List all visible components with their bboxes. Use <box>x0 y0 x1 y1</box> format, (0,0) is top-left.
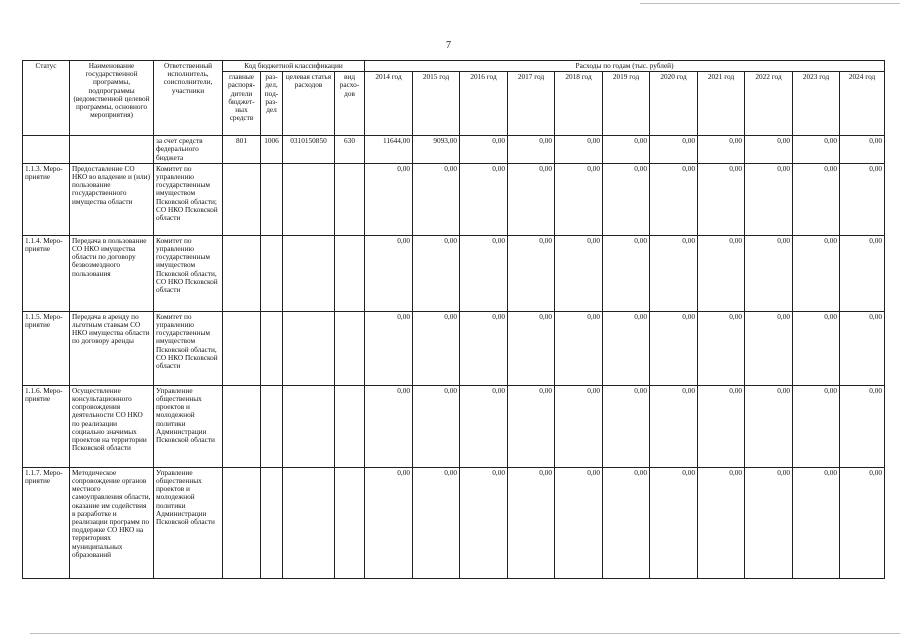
cell-responsible: Комитет по управлению государственным имуществом Псковской области; СО НКО Псковской области <box>154 163 223 235</box>
table-row <box>23 163 885 235</box>
cell-responsible: Управление общественных проектов и молодежной политики Администрации Псковской области <box>154 385 223 467</box>
header-status: Статус <box>23 61 70 136</box>
cell-csr <box>283 235 335 311</box>
header-vr: вид расхо-дов <box>335 72 365 136</box>
cell-vr <box>335 385 365 467</box>
header-year: 2022 год <box>745 72 793 136</box>
cell-value: 0,00 <box>840 311 885 385</box>
header-year: 2023 год <box>793 72 840 136</box>
cell-responsible: Управление общественных проектов и молодежной политики Администрации Псковской области <box>154 467 223 578</box>
cell-name: Методическое сопровождение органов местного самоуправления области, оказание им содействия в разработке и реализации программ по поддержке СО НКО на территориях муниципальных образований <box>70 467 154 578</box>
cell-grbs <box>223 467 261 578</box>
cell-value: 0,00 <box>508 136 555 164</box>
cell-value: 0,00 <box>650 136 698 164</box>
cell-value: 0,00 <box>508 467 555 578</box>
cell-value: 0,00 <box>793 235 840 311</box>
cell-grbs <box>223 163 261 235</box>
cell-value: 0,00 <box>508 163 555 235</box>
cell-grbs <box>223 235 261 311</box>
cell-value: 0,00 <box>840 163 885 235</box>
cell-rzpr: 1006 <box>261 136 283 164</box>
cell-value: 0,00 <box>460 467 508 578</box>
cell-value: 0,00 <box>650 163 698 235</box>
cell-responsible: Комитет по управлению государственным имуществом Псковской области, СО НКО Псковской области <box>154 311 223 385</box>
cell-rzpr <box>261 385 283 467</box>
header-responsible: Ответственный исполнитель, соисполнители, участники <box>154 61 223 136</box>
cell-value: 0,00 <box>413 163 460 235</box>
cell-status: 1.1.4. Меро-приятие <box>23 235 70 311</box>
cell-status: 1.1.5. Меро-приятие <box>23 311 70 385</box>
cell-value: 0,00 <box>603 136 650 164</box>
header-csr: целевая статья расходов <box>283 72 335 136</box>
cell-value: 0,00 <box>650 385 698 467</box>
cell-grbs <box>223 385 261 467</box>
table-row <box>23 136 885 164</box>
header-name: Наименование государственной программы, подпрограммы (ведомственной целевой программы, основного мероприятия) <box>70 61 154 136</box>
cell-value: 0,00 <box>365 311 413 385</box>
cell-value: 0,00 <box>698 136 745 164</box>
cell-value: 0,00 <box>413 235 460 311</box>
header-grbs: главные распоря-дители бюджет-ных средств <box>223 72 261 136</box>
cell-name: Осуществление консультационного сопровождения деятельности СО НКО по реализации социально значимых проектов на территории Псковской области <box>70 385 154 467</box>
cell-value: 0,00 <box>698 467 745 578</box>
cell-value: 0,00 <box>555 136 603 164</box>
cell-name: Передача в пользование СО НКО имущества области по договору безвозмездного пользования <box>70 235 154 311</box>
cell-value: 0,00 <box>840 467 885 578</box>
cell-value: 0,00 <box>365 385 413 467</box>
header-year: 2015 год <box>413 72 460 136</box>
cell-value: 0,00 <box>603 385 650 467</box>
cell-csr <box>283 311 335 385</box>
cell-vr <box>335 163 365 235</box>
cell-value: 0,00 <box>650 467 698 578</box>
cell-value: 0,00 <box>793 311 840 385</box>
cell-grbs <box>223 311 261 385</box>
cell-rzpr <box>261 235 283 311</box>
scan-artifact-top <box>640 3 900 4</box>
budget-table <box>22 60 885 579</box>
cell-value: 0,00 <box>745 235 793 311</box>
cell-value: 0,00 <box>460 163 508 235</box>
cell-name <box>70 136 154 164</box>
cell-value: 0,00 <box>793 467 840 578</box>
header-year: 2020 год <box>650 72 698 136</box>
cell-status: 1.1.7. Меро-приятие <box>23 467 70 578</box>
cell-value: 0,00 <box>413 385 460 467</box>
cell-value: 0,00 <box>555 467 603 578</box>
cell-value: 0,00 <box>365 235 413 311</box>
header-rzpr: раз-дел, под-раз-дел <box>261 72 283 136</box>
cell-value: 0,00 <box>460 311 508 385</box>
cell-value: 0,00 <box>460 235 508 311</box>
cell-value: 0,00 <box>603 235 650 311</box>
cell-value: 0,00 <box>365 467 413 578</box>
cell-vr <box>335 235 365 311</box>
cell-value: 0,00 <box>840 235 885 311</box>
table-row <box>23 385 885 467</box>
cell-value: 0,00 <box>840 136 885 164</box>
table-row <box>23 235 885 311</box>
cell-vr: 630 <box>335 136 365 164</box>
cell-value: 0,00 <box>508 311 555 385</box>
table-row <box>23 467 885 578</box>
header-year: 2016 год <box>460 72 508 136</box>
cell-value: 0,00 <box>603 163 650 235</box>
scan-artifact-bottom <box>30 633 900 634</box>
header-year: 2014 год <box>365 72 413 136</box>
cell-vr <box>335 467 365 578</box>
cell-value: 0,00 <box>793 163 840 235</box>
header-year: 2018 год <box>555 72 603 136</box>
cell-vr <box>335 311 365 385</box>
cell-name: Предоставление СО НКО во владение и (или) пользование государственного имущества области <box>70 163 154 235</box>
cell-value: 0,00 <box>555 311 603 385</box>
cell-value: 0,00 <box>603 311 650 385</box>
cell-value: 0,00 <box>508 385 555 467</box>
cell-value: 0,00 <box>413 311 460 385</box>
page-number: 7 <box>446 40 451 51</box>
cell-value: 0,00 <box>698 385 745 467</box>
cell-csr <box>283 467 335 578</box>
cell-responsible: за счет средств федерального бюджета <box>154 136 223 164</box>
header-year: 2019 год <box>603 72 650 136</box>
cell-value: 0,00 <box>698 311 745 385</box>
cell-value: 0,00 <box>698 163 745 235</box>
cell-value: 0,00 <box>745 467 793 578</box>
cell-value: 0,00 <box>603 467 650 578</box>
cell-csr: 0310150850 <box>283 136 335 164</box>
cell-status: 1.1.6. Меро-приятие <box>23 385 70 467</box>
cell-value: 9093,00 <box>413 136 460 164</box>
cell-value: 0,00 <box>508 235 555 311</box>
cell-value: 0,00 <box>365 163 413 235</box>
cell-name: Передача в аренду по льготным ставкам СО НКО имущества области по договору аренды <box>70 311 154 385</box>
cell-value: 11644,00 <box>365 136 413 164</box>
cell-csr <box>283 385 335 467</box>
cell-value: 0,00 <box>650 235 698 311</box>
header-expenses: Расходы по годам (тыс. рублей) <box>365 61 885 72</box>
cell-value: 0,00 <box>793 136 840 164</box>
cell-rzpr <box>261 163 283 235</box>
cell-value: 0,00 <box>460 136 508 164</box>
cell-value: 0,00 <box>650 311 698 385</box>
cell-value: 0,00 <box>555 163 603 235</box>
cell-value: 0,00 <box>698 235 745 311</box>
cell-value: 0,00 <box>745 163 793 235</box>
cell-value: 0,00 <box>555 385 603 467</box>
cell-responsible: Комитет по управлению государственным имуществом Псковской области, СО НКО Псковской области <box>154 235 223 311</box>
table-row <box>23 311 885 385</box>
cell-csr <box>283 163 335 235</box>
cell-status <box>23 136 70 164</box>
header-year: 2021 год <box>698 72 745 136</box>
cell-grbs: 801 <box>223 136 261 164</box>
header-budget-code: Код бюджетной классификации <box>223 61 365 72</box>
header-year: 2024 год <box>840 72 885 136</box>
cell-value: 0,00 <box>840 385 885 467</box>
cell-value: 0,00 <box>460 385 508 467</box>
cell-rzpr <box>261 311 283 385</box>
cell-value: 0,00 <box>745 311 793 385</box>
cell-value: 0,00 <box>555 235 603 311</box>
cell-value: 0,00 <box>745 136 793 164</box>
cell-value: 0,00 <box>793 385 840 467</box>
cell-rzpr <box>261 467 283 578</box>
cell-value: 0,00 <box>745 385 793 467</box>
header-year: 2017 год <box>508 72 555 136</box>
cell-status: 1.1.3. Меро-приятие <box>23 163 70 235</box>
cell-value: 0,00 <box>413 467 460 578</box>
